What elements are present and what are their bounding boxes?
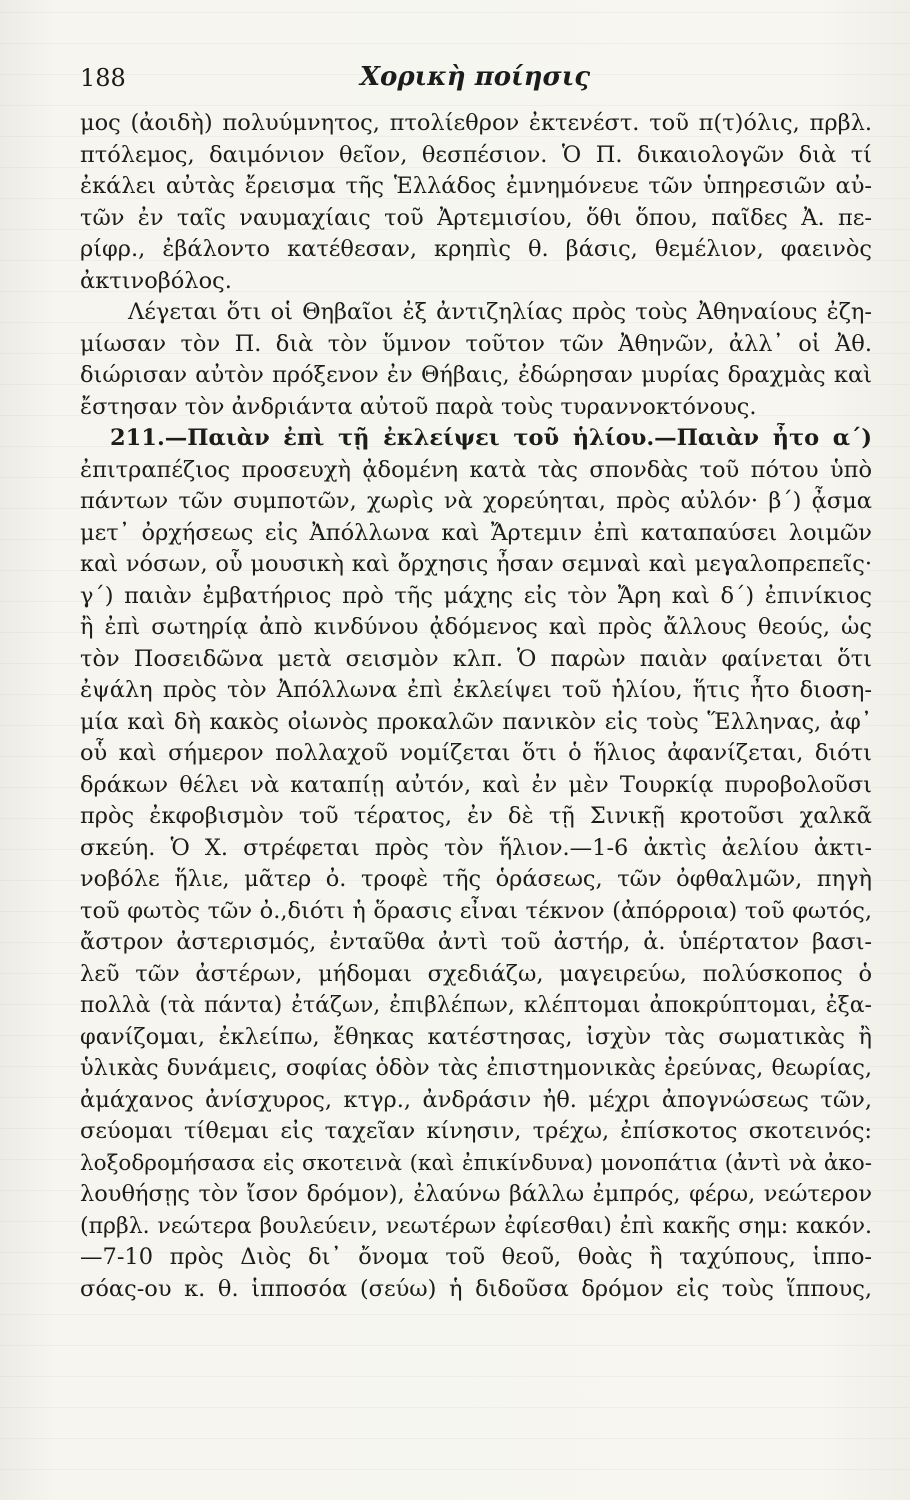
text-line: καὶ νόσων, οὗ μουσικὴ καὶ ὄρχησις ἦσαν σεμναὶ καὶ μεγαλοπρεπεῖς· <box>80 551 872 577</box>
text-line: σκεύη. Ὁ Χ. στρέφεται πρὸς τὸν ἥλιον.—1-6 ἀκτὶς ἀελίου ἀκτι- <box>80 834 872 861</box>
text-line: μία καὶ δὴ κακὸς οἰωνὸς προκαλῶν πανικὸν εἰς τοὺς Ἕλληνας, ἀφ᾿ <box>80 708 872 735</box>
text-line: σόας-ου κ. θ. ἱπποσόα (σεύω) ἡ διδοῦσα δρόμον εἰς τοὺς ἵππους, <box>80 1275 872 1302</box>
text-line: μετ᾿ ὀρχήσεως εἰς Ἀπόλλωνα καὶ Ἄρτεμιν ἐπὶ καταπαύσει λοιμῶν <box>80 519 872 546</box>
text-line: πτόλεμος, δαιμόνιον θεῖον, θεσπέσιον. Ὁ Π. δικαιολογῶν διὰ τί <box>80 141 872 168</box>
text-line: λοξοδρομήσασα εἰς σκοτεινὰ (καὶ ἐπικίνδυνα) μονοπάτια (ἀντὶ νὰ ἀκο- <box>80 1150 872 1176</box>
text-line: λεῦ τῶν ἀστέρων, μήδομαι σχεδιάζω, μαγειρεύω, πολύσκοπος ὁ <box>80 960 872 987</box>
page-number: 188 <box>80 64 126 92</box>
text-line: ἀκτινοβόλος. <box>80 267 232 294</box>
text-line: γ΄) παιὰν ἐμβατήριος πρὸ τῆς μάχης εἰς τὸν Ἄρη καὶ δ΄) ἐπινίκιος <box>80 582 872 609</box>
text-line: τὸν Ποσειδῶνα μετὰ σεισμὸν κλπ. Ὁ παρὼν παιὰν φαίνεται ὅτι <box>80 645 872 672</box>
text-line: ρίφρ., ἐβάλοντο κατέθεσαν, κρηπὶς θ. βάσις, θεμέλιον, φαεινὸς <box>80 236 872 262</box>
section-heading-line: 211.—Παιὰν ἐπὶ τῇ ἐκλείψει τοῦ ἡλίου.—Παιὰν ἦτο α΄) <box>110 425 872 451</box>
text-line: πάντων τῶν συμποτῶν, χωρὶς νὰ χορεύηται, πρὸς αὐλόν· β΄) ᾆσμα <box>80 488 872 514</box>
text-line: —7-10 πρὸς Διὸς δι᾿ ὄνομα τοῦ θεοῦ, θοὰς ἢ ταχύπους, ἱππο- <box>80 1244 872 1270</box>
text-line: ἐψάλη πρὸς τὸν Ἀπόλλωνα ἐπὶ ἐκλείψει τοῦ ἡλίου, ἥτις ἦτο διοση- <box>80 677 872 703</box>
text-line: δράκων θέλει νὰ καταπίῃ αὐτόν, καὶ ἐν μὲν Τουρκίᾳ πυροβολοῦσι <box>80 771 872 798</box>
text-line: φανίζομαι, ἐκλείπω, ἔθηκας κατέστησας, ἰσχὺν τὰς σωματικὰς ἢ <box>80 1023 872 1050</box>
text-line: Λέγεται ὅτι οἱ Θηβαῖοι ἐξ ἀντιζηλίας πρὸς τοὺς Ἀθηναίους ἐζη- <box>128 299 872 325</box>
text-line: νοβόλε ἥλιε, μᾶτερ ὀ. τροφὲ τῆς ὁράσεως, τῶν ὀφθαλμῶν, πηγὴ <box>80 866 872 892</box>
text-line: ὑλικὰς δυνάμεις, σοφίας ὁδὸν τὰς ἐπιστημονικὰς ἐρεύνας, θεωρίας, <box>80 1055 872 1081</box>
text-line: (πρβλ. νεώτερα βουλεύειν, νεωτέρων ἐφίεσθαι) ἐπὶ κακῆς σημ: κακόν. <box>80 1213 872 1239</box>
page-header <box>80 60 870 100</box>
text-line: πρὸς ἐκφοβισμὸν τοῦ τέρατος, ἐν δὲ τῇ Σινικῇ κροτοῦσι χαλκᾶ <box>80 803 872 829</box>
text-line: τῶν ἐν ταῖς ναυμαχίαις τοῦ Ἀρτεμισίου, ὅθι ὅπου, παῖδες Ἀ. πε- <box>80 204 872 231</box>
text-line: μος (ἀοιδὴ) πολυύμνητος, πτολίεθρον ἐκτενέστ. τοῦ π(τ)όλις, πρβλ. <box>80 110 872 136</box>
running-title: Χορικὴ ποίησις <box>359 62 591 92</box>
text-line: ἀμάχανος ἀνίσχυρος, κτγρ., ἀνδράσιν ἠθ. μέχρι ἀπογνώσεως τῶν, <box>80 1086 872 1113</box>
commentary-text <box>80 108 872 1305</box>
text-line: ἄστρον ἀστερισμός, ἐνταῦθα ἀντὶ τοῦ ἀστήρ, ἀ. ὑπέρτατον βασι- <box>80 929 872 955</box>
text-line: σεύομαι τίθεμαι εἰς ταχεῖαν κίνησιν, τρέχω, ἐπίσκοτος σκοτεινός: <box>80 1118 872 1144</box>
text-line: λουθήσῃς τὸν ἴσον δρόμον), ἐλαύνω βάλλω ἐμπρός, φέρω, νεώτερον <box>80 1181 872 1207</box>
text-line: πολλὰ (τὰ πάντα) ἐτάζων, ἐπιβλέπων, κλέπτομαι ἀποκρύπτομαι, ἐξα- <box>80 993 872 1018</box>
text-line: οὗ καὶ σήμερον πολλαχοῦ νομίζεται ὅτι ὁ ἥλιος ἀφανίζεται, διότι <box>80 740 872 766</box>
text-line: ἢ ἐπὶ σωτηρίᾳ ἀπὸ κινδύνου ᾀδόμενος καὶ πρὸς ἄλλους θεούς, ὡς <box>80 614 872 640</box>
text-line: ἐκάλει αὐτὰς ἔρεισμα τῆς Ἑλλάδος ἐμνημόνευε τῶν ὑπηρεσιῶν αὐ- <box>80 173 872 199</box>
text-line: μίωσαν τὸν Π. διὰ τὸν ὕμνον τοῦτον τῶν Ἀθηνῶν, ἀλλ᾿ οἱ Ἀθ. <box>80 330 872 357</box>
text-line: διώρισαν αὐτὸν πρόξενον ἐν Θήβαις, ἐδώρησαν μυρίας δραχμὰς καὶ <box>80 362 872 388</box>
text-line: ἐπιτραπέζιος προσευχὴ ᾀδομένη κατὰ τὰς σπονδὰς τοῦ πότου ὑπὸ <box>80 456 872 483</box>
text-line: τοῦ φωτὸς τῶν ὀ.,διότι ἡ ὅρασις εἶναι τέκνον (ἀπόρροια) τοῦ φωτός, <box>80 897 872 924</box>
text-line: ἔστησαν τὸν ἀνδριάντα αὐτοῦ παρὰ τοὺς τυραννοκτόνους. <box>80 393 757 420</box>
